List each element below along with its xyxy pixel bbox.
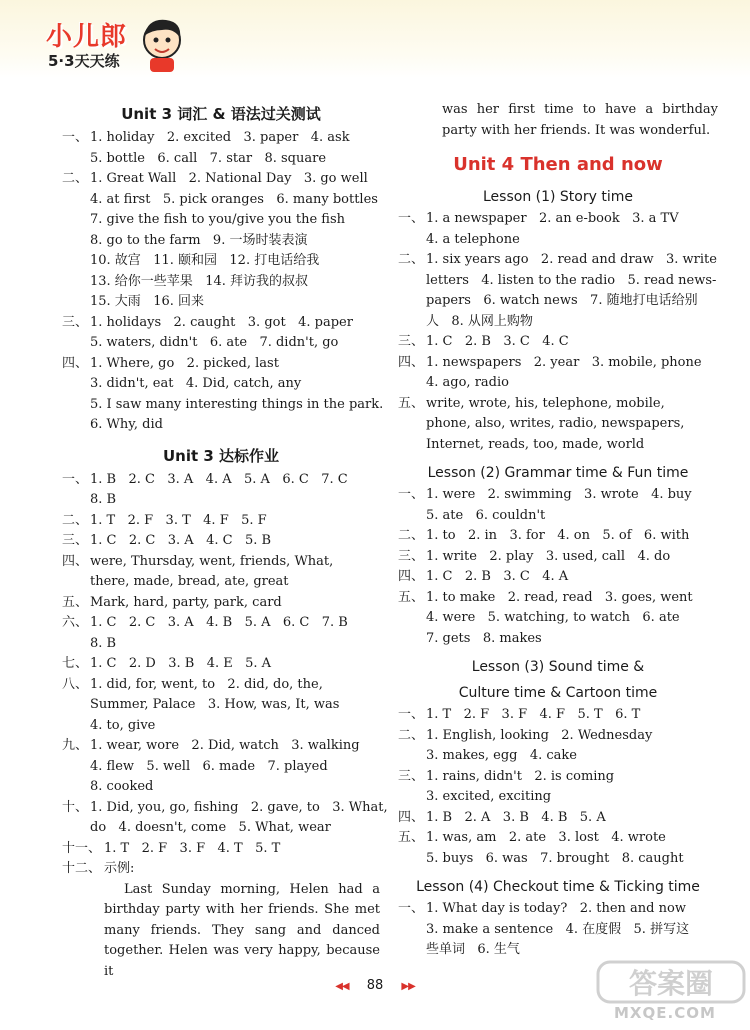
lesson-title: Lesson (3) Sound time &	[471, 659, 645, 675]
answer-text: 5. ate 6. couldn't	[426, 507, 546, 523]
answer-text: 4. were 5. watching, to watch 6. ate	[426, 610, 680, 625]
question-number: 三、	[62, 533, 89, 548]
answer-text: 13. 给你一些苹果 14. 拜访我的叔叔	[90, 273, 309, 289]
watermark-logo	[596, 958, 746, 1026]
answer-text: write, wrote, his, telephone, mobile,	[426, 395, 665, 411]
answer-line	[398, 353, 718, 374]
answer-line	[398, 920, 718, 941]
answer-line	[398, 547, 718, 568]
answer-line	[398, 230, 718, 251]
answer-text: 5. waters, didn't 6. ate 7. didn't, go	[90, 335, 339, 350]
answer-text: 1. C 2. C 3. A 4. B 5. A 6. C 7. B	[90, 615, 348, 630]
lesson-title: Lesson (4) Checkout time & Ticking time	[416, 879, 700, 895]
answer-text: 人 8. 从网上购物	[426, 313, 533, 329]
answer-line	[398, 312, 718, 333]
answer-line	[62, 231, 380, 252]
question-number: 二、	[62, 171, 89, 186]
answer-text: 1. Where, go 2. picked, last	[90, 355, 279, 371]
question-number: 五、	[398, 830, 425, 845]
answer-text: 些单词 6. 生气	[426, 942, 520, 957]
answer-line	[62, 251, 380, 272]
answer-text: 5. bottle 6. call 7. star 8. square	[90, 150, 327, 166]
answer-text: 5. I saw many interesting things in the park.	[90, 396, 384, 412]
question-number: 九、	[62, 738, 89, 753]
answer-line	[398, 291, 718, 312]
answer-text: were, Thursday, went, friends, What,	[90, 553, 334, 569]
page-number: 88	[366, 978, 384, 993]
answer-text: Mark, hard, party, park, card	[90, 594, 282, 610]
answer-line	[398, 394, 718, 415]
answer-text: 4. a telephone	[426, 231, 520, 247]
question-number: 二、	[398, 252, 425, 267]
sample-essay: Last Sunday morning, Helen had a birthday party with her friends. She met many friends. They sang and danced together. Helen was very happy, because it	[104, 881, 380, 979]
answer-text: 4. at first 5. pick oranges 6. many bottles	[90, 191, 378, 207]
answer-line	[62, 490, 380, 511]
answer-text: 6. Why, did	[90, 417, 163, 432]
question-number: 四、	[398, 569, 425, 584]
answer-line	[62, 675, 380, 696]
question-number: 三、	[398, 768, 425, 784]
answer-line	[62, 128, 380, 149]
answer-text: 5. buys 6. was 7. brought 8. caught	[426, 850, 684, 866]
answer-line	[62, 634, 380, 655]
answer-line	[62, 149, 380, 170]
series-name: 5·3天天练	[48, 52, 120, 70]
question-number: 四、	[62, 355, 89, 371]
answer-text: 1. What day is today? 2. then and now	[426, 901, 686, 916]
question-number: 一、	[398, 901, 425, 916]
answer-text: Summer, Palace 3. How, was, It, was	[90, 697, 340, 712]
answer-text: do 4. doesn't, come 5. What, wear	[90, 820, 331, 835]
question-number: 一、	[398, 487, 425, 502]
answer-text: 1. holiday 2. excited 3. paper 4. ask	[90, 130, 350, 145]
question-number: 十一、	[62, 840, 102, 856]
answer-line	[398, 767, 718, 788]
left-column	[62, 100, 388, 982]
answer-text: 1. a newspaper 2. an e-book 3. a TV	[426, 211, 679, 226]
answer-line	[398, 567, 718, 588]
answer-line	[62, 313, 380, 334]
answer-text: 8. go to the farm 9. 一场时装表演	[90, 232, 308, 248]
answer-line	[62, 415, 380, 436]
answer-text: 15. 大雨 16. 回来	[90, 294, 205, 309]
answer-line	[62, 552, 380, 573]
question-number: 五、	[398, 395, 425, 411]
question-number: 一、	[398, 707, 425, 722]
answer-line	[398, 209, 718, 230]
answer-line	[398, 828, 718, 849]
answer-line	[398, 506, 718, 527]
answer-text: 1. T 2. F 3. F 4. T 5. T	[104, 840, 281, 856]
answer-text: phone, also, writes, radio, newspapers,	[426, 416, 685, 431]
answer-line	[398, 746, 718, 767]
answer-line	[398, 414, 718, 435]
answer-text: 8. cooked	[90, 779, 154, 794]
answer-text: 3. didn't, eat 4. Did, catch, any	[90, 376, 302, 391]
unit-title: Unit 4 Then and now	[453, 154, 663, 175]
answer-line	[398, 332, 718, 353]
answer-line	[62, 716, 380, 737]
answer-text: 1. English, looking 2. Wednesday	[426, 727, 653, 743]
answer-text: 1. were 2. swimming 3. wrote 4. buy	[426, 487, 692, 502]
answer-line	[398, 588, 718, 609]
watermark-text: 答案圈	[628, 967, 714, 1000]
answer-text: 1. to 2. in 3. for 4. on 5. of 6. with	[426, 528, 690, 543]
answer-list	[62, 470, 388, 880]
answer-line	[62, 511, 380, 532]
question-number: 十二、	[62, 861, 102, 876]
question-number: 四、	[62, 553, 89, 569]
answer-text: 1. newspapers 2. year 3. mobile, phone	[426, 354, 702, 370]
question-number: 三、	[62, 314, 89, 330]
answer-line	[398, 726, 718, 747]
question-number: 三、	[398, 548, 425, 564]
answer-text: 1. T 2. F 3. F 4. F 5. T 6. T	[426, 707, 641, 722]
answer-text: 7. give the fish to you/give you the fish	[90, 212, 346, 227]
answer-text: papers 6. watch news 7. 随地打电话给别	[426, 293, 698, 308]
answer-text: 4. to, give	[90, 717, 156, 733]
answer-line	[62, 470, 380, 491]
answer-text: 8. B	[90, 635, 117, 651]
answer-line	[398, 526, 718, 547]
answer-text: 1. was, am 2. ate 3. lost 4. wrote	[426, 830, 666, 845]
answer-text: 4. flew 5. well 6. made 7. played	[90, 758, 328, 774]
answer-line	[62, 190, 380, 211]
answer-list	[398, 705, 718, 869]
question-number: 二、	[398, 528, 425, 543]
question-number: 三、	[398, 334, 425, 349]
answer-text: 1. did, for, went, to 2. did, do, the,	[90, 676, 323, 692]
answer-text: 3. makes, egg 4. cake	[426, 748, 577, 763]
answer-line	[62, 859, 380, 880]
brand-name: 小儿郎	[46, 22, 128, 52]
answer-line	[62, 374, 380, 395]
question-number: 五、	[62, 594, 89, 610]
lesson-title: Lesson (1) Story time	[483, 189, 633, 205]
question-number: 四、	[398, 354, 425, 370]
right-column	[398, 100, 718, 961]
answer-line	[398, 705, 718, 726]
sample-essay-continued: was her first time to have a birthday party with her friends. It was wonderful.	[442, 102, 718, 138]
answer-text: 1. holidays 2. caught 3. got 4. paper	[90, 314, 353, 330]
answer-line	[62, 292, 380, 313]
answer-line	[398, 485, 718, 506]
answer-text: 1. B 2. C 3. A 4. A 5. A 6. C 7. C	[90, 471, 348, 487]
answer-line	[398, 787, 718, 808]
next-arrow-icon: ▶▶	[401, 981, 415, 992]
answer-list	[62, 128, 384, 436]
answer-text: 1. Did, you, go, fishing 2. gave, to 3. What,	[90, 799, 388, 815]
question-number: 二、	[62, 512, 89, 528]
answer-line	[398, 849, 718, 870]
answer-text: 1. C 2. B 3. C 4. C	[426, 334, 569, 349]
answer-list	[398, 209, 718, 455]
answer-text: 1. C 2. B 3. C 4. A	[426, 569, 569, 584]
answer-text: 1. T 2. F 3. T 4. F 5. F	[90, 512, 267, 528]
answer-line	[62, 169, 380, 190]
answer-text: there, made, bread, ate, great	[90, 574, 289, 589]
answer-text: 3. excited, exciting	[426, 789, 552, 804]
answer-line	[62, 572, 380, 593]
answer-list	[398, 899, 718, 961]
answer-line	[62, 593, 380, 614]
answer-line	[398, 435, 718, 456]
answer-text: 1. six years ago 2. read and draw 3. write	[426, 252, 717, 267]
answer-line	[398, 629, 718, 650]
answer-line	[62, 333, 380, 354]
answer-line	[62, 818, 380, 839]
answer-line	[62, 354, 380, 375]
answer-text: 8. B	[90, 492, 117, 507]
question-number: 一、	[62, 471, 89, 487]
question-number: 二、	[398, 727, 425, 743]
answer-line	[398, 808, 718, 829]
answer-line	[62, 757, 380, 778]
answer-text: 4. ago, radio	[426, 375, 509, 390]
answer-text: 1. to make 2. read, read 3. goes, went	[426, 589, 693, 605]
answer-line	[62, 777, 380, 798]
answer-text: 1. C 2. C 3. A 4. C 5. B	[90, 533, 272, 548]
answer-line	[398, 373, 718, 394]
question-number: 六、	[62, 615, 89, 630]
answer-text: 10. 故宫 11. 颐和园 12. 打电话给我	[90, 253, 320, 268]
answer-text: 1. B 2. A 3. B 4. B 5. A	[426, 809, 606, 825]
answer-line	[62, 839, 380, 860]
answer-text: 1. C 2. D 3. B 4. E 5. A	[90, 656, 272, 671]
mascot-icon	[136, 14, 188, 74]
answer-text: 1. wear, wore 2. Did, watch 3. walking	[90, 738, 360, 753]
answer-line	[62, 272, 380, 293]
answer-text: 1. rains, didn't 2. is coming	[426, 768, 615, 784]
answer-line	[62, 210, 380, 231]
answer-line	[62, 695, 380, 716]
question-number: 四、	[398, 809, 425, 825]
watermark-badge-icon	[596, 958, 746, 1006]
answer-line	[398, 899, 718, 920]
answer-text: 1. Great Wall 2. National Day 3. go well	[90, 171, 368, 186]
answer-line	[398, 250, 718, 271]
brand-logo	[38, 14, 188, 76]
answer-line	[62, 736, 380, 757]
question-number: 八、	[62, 676, 89, 692]
answer-text: Internet, reads, too, made, world	[426, 436, 645, 452]
answer-line	[398, 271, 718, 292]
answer-text: 7. gets 8. makes	[426, 630, 542, 646]
question-number: 七、	[62, 656, 89, 671]
answer-text: letters 4. listen to the radio 5. read news-	[426, 272, 717, 288]
section-title: Unit 3 达标作业	[162, 446, 280, 465]
watermark-subtext: MXQE.COM	[614, 1004, 716, 1022]
question-number: 五、	[398, 589, 425, 605]
answer-line	[62, 613, 380, 634]
question-number: 一、	[398, 211, 425, 226]
lesson-title: Lesson (2) Grammar time & Fun time	[427, 465, 689, 481]
section-title: Unit 3 词汇 & 语法过关测试	[121, 105, 321, 123]
question-number: 十、	[62, 799, 89, 815]
answer-line	[398, 608, 718, 629]
answer-list	[398, 485, 718, 649]
answer-line	[62, 798, 388, 819]
answer-text: 示例:	[104, 861, 135, 876]
answer-text: 1. write 2. play 3. used, call 4. do	[426, 548, 671, 564]
prev-arrow-icon: ◀◀	[335, 981, 349, 992]
answer-text: 3. make a sentence 4. 在度假 5. 拼写这	[426, 921, 690, 937]
answer-line	[62, 531, 380, 552]
question-number: 一、	[62, 130, 89, 145]
lesson-title: Culture time & Cartoon time	[458, 685, 658, 701]
answer-line	[62, 654, 380, 675]
answer-line	[62, 395, 384, 416]
